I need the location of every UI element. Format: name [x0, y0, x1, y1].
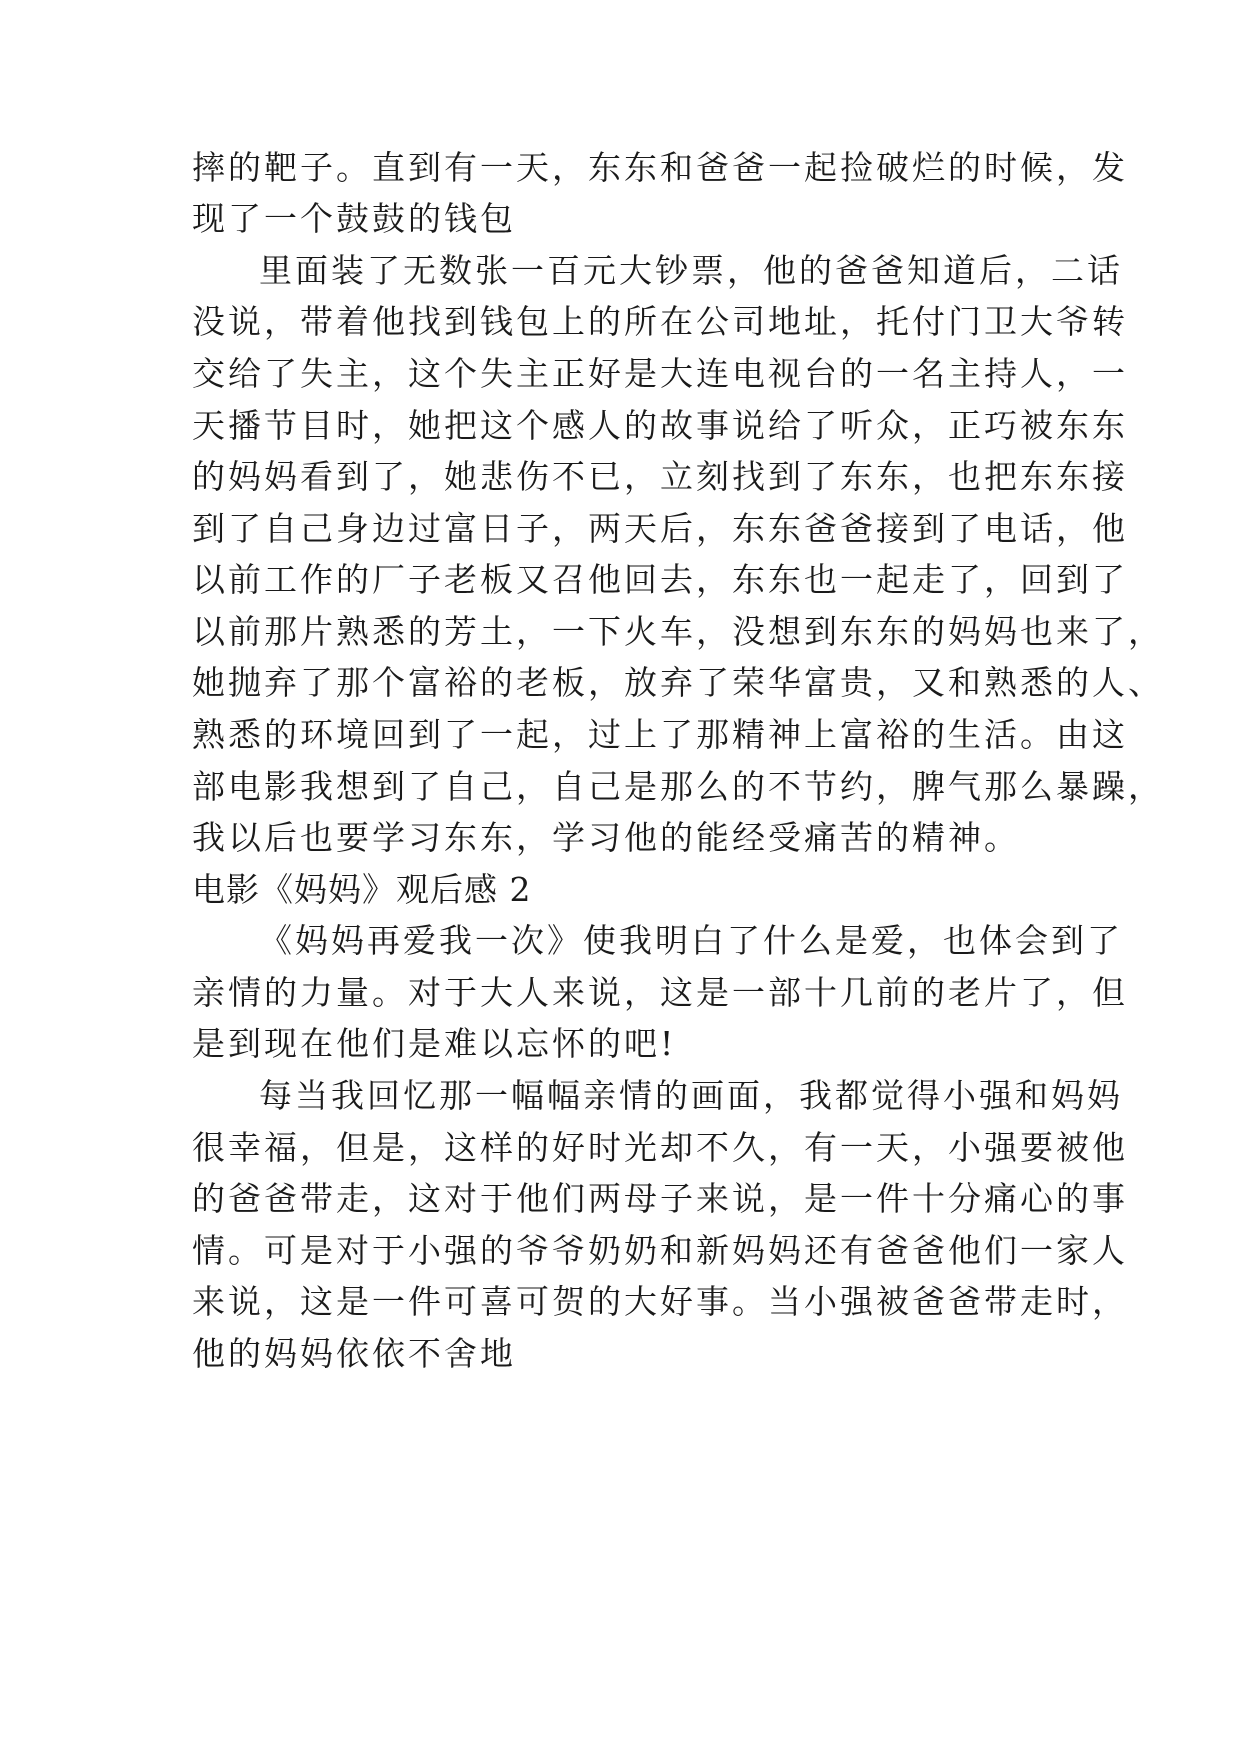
text-line: 他的妈妈依依不舍地: [192, 1334, 516, 1373]
paragraph-first-line: 每当我回忆那一幅幅亲情的画面，我都觉得小强和妈妈: [259, 1076, 1123, 1115]
text-line: 情。可是对于小强的爷爷奶奶和新妈妈还有爸爸他们一家人: [192, 1231, 1128, 1270]
text-line: 没说，带着他找到钱包上的所在公司地址，托付门卫大爷转: [192, 302, 1128, 341]
text-line: 以前那片熟悉的芳土，一下火车，没想到东东的妈妈也来了，: [192, 612, 1164, 651]
text-line: 部电影我想到了自己，自己是那么的不节约，脾气那么暴躁，: [192, 767, 1164, 806]
text-line: 的妈妈看到了，她悲伤不已，立刻找到了东东，也把东东接: [192, 457, 1128, 496]
text-line: 现了一个鼓鼓的钱包: [192, 199, 516, 238]
text-line: 亲情的力量。对于大人来说，这是一部十几前的老片了，但: [192, 973, 1128, 1012]
text-line: 的爸爸带走，这对于他们两母子来说，是一件十分痛心的事: [192, 1179, 1128, 1218]
text-line: 熟悉的环境回到了一起，过上了那精神上富裕的生活。由这: [192, 715, 1128, 754]
text-line: 交给了失主，这个失主正好是大连电视台的一名主持人，一: [192, 354, 1128, 393]
section-heading: 电影《妈妈》观后感 2: [192, 870, 532, 909]
text-line: 很幸福，但是，这样的好时光却不久，有一天，小强要被他: [192, 1128, 1128, 1167]
paragraph-first-line: 《妈妈再爱我一次》使我明白了什么是爱，也体会到了: [259, 921, 1123, 960]
text-line: 以前工作的厂子老板又召他回去，东东也一起走了，回到了: [192, 560, 1128, 599]
text-line: 她抛弃了那个富裕的老板，放弃了荣华富贵，又和熟悉的人、: [192, 663, 1164, 702]
text-line: 天播节目时，她把这个感人的故事说给了听众，正巧被东东: [192, 406, 1128, 445]
text-line: 摔的靶子。直到有一天，东东和爸爸一起捡破烂的时候，发: [192, 148, 1128, 187]
text-line: 到了自己身边过富日子，两天后，东东爸爸接到了电话，他: [192, 509, 1128, 548]
paragraph-first-line: 里面装了无数张一百元大钞票，他的爸爸知道后，二话: [259, 251, 1123, 290]
text-line: 来说，这是一件可喜可贺的大好事。当小强被爸爸带走时，: [192, 1282, 1128, 1321]
text-line: 是到现在他们是难以忘怀的吧!: [192, 1024, 677, 1063]
text-line: 我以后也要学习东东，学习他的能经受痛苦的精神。: [192, 818, 1020, 857]
